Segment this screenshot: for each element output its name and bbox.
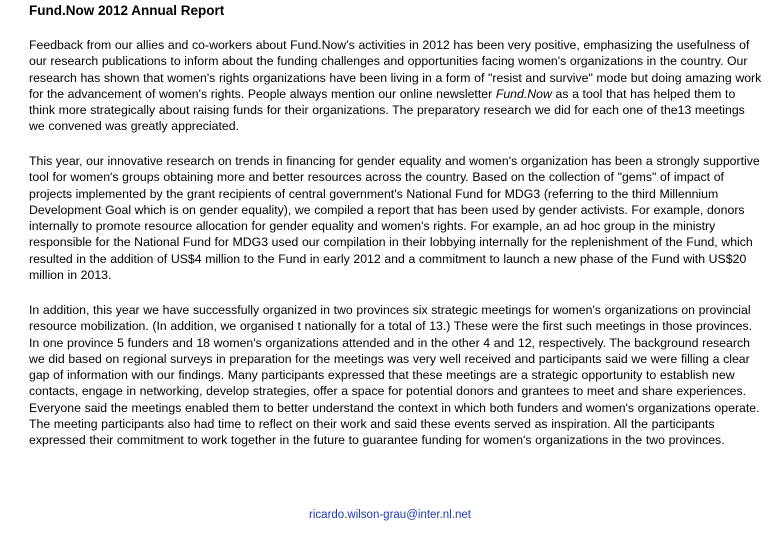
paragraph-feedback-text-end: as a tool that has helped them to think more strategically about raising funds for their organizations. The preparatory research we did for each one of the13 meetings we convened was greatly appreciated. (29, 86, 745, 134)
paragraph-research: This year, our innovative research on trends in financing for gender equality and women's organization has been a strongly supportive tool for women's groups obtaining more and better resources across the country. Based on the collection of "gems" of impact of projects implemented by the grant recipients of central government's National Fund for MDG3 (referring to the third Millennium Development Goal which is on gender equality), we compiled a report that has been used by gender activists. For example, donors internally to promote resource allocation for gender equality and women's rights. For example, an ad hoc group in the ministry responsible for the National Fund for MDG3 used our compilation in their lobbying internally for the replenishment of the Fund, which resulted in the addition of US$4 million to the Fund in early 2012 and a commitment to launch a new phase of the Fund with US$20 million in 2013. (29, 154, 760, 283)
footer-email: ricardo.wilson-grau@inter.nl.net (309, 509, 471, 521)
newsletter-name: Fund.Now (495, 86, 552, 101)
document-title: Fund.Now 2012 Annual Report (29, 3, 225, 18)
paragraph-feedback-text-start: Feedback from our allies and co-workers about Fund.Now’s activities in 2012 has been very positive, emphasizing the usefulness of our research publications to inform about the funding challenges and opportunities facing women's organizations in the country. Our research has shown that women's rights organizations have been living in a form of "resist and survive" mode but doing amazing work for the advancement of women's rights. People always mention our online newsletter (29, 38, 762, 101)
paragraph-feedback (29, 37, 763, 135)
paragraph-meetings: In addition, this year we have successfully organized in two provinces six strategic meetings for women's organizations on provincial resource mobilization. (In addition, we organised t nationally for a total of 13.) These were the first such meetings in those provinces. In one province 5 funders and 18 women's organizations attended and in the other 4 and 12, respectively. The background research we did based on regional surveys in preparation for the meetings was very well received and participants said we were filling a clear gap of information with our findings. Many participants expressed that these meetings are a strategic opportunity to establish new contacts, engage in networking, develop strategies, offer a space for potential donors and grantees to meet and share experiences. Everyone said the meetings enabled them to better understand the context in which both funders and women's organizations operate. The meeting participants also had time to reflect on their work and said these events served as inspiration. All the participants expressed their commitment to work together in the future to guarantee funding for women's organizations in the two provinces. (29, 303, 760, 448)
